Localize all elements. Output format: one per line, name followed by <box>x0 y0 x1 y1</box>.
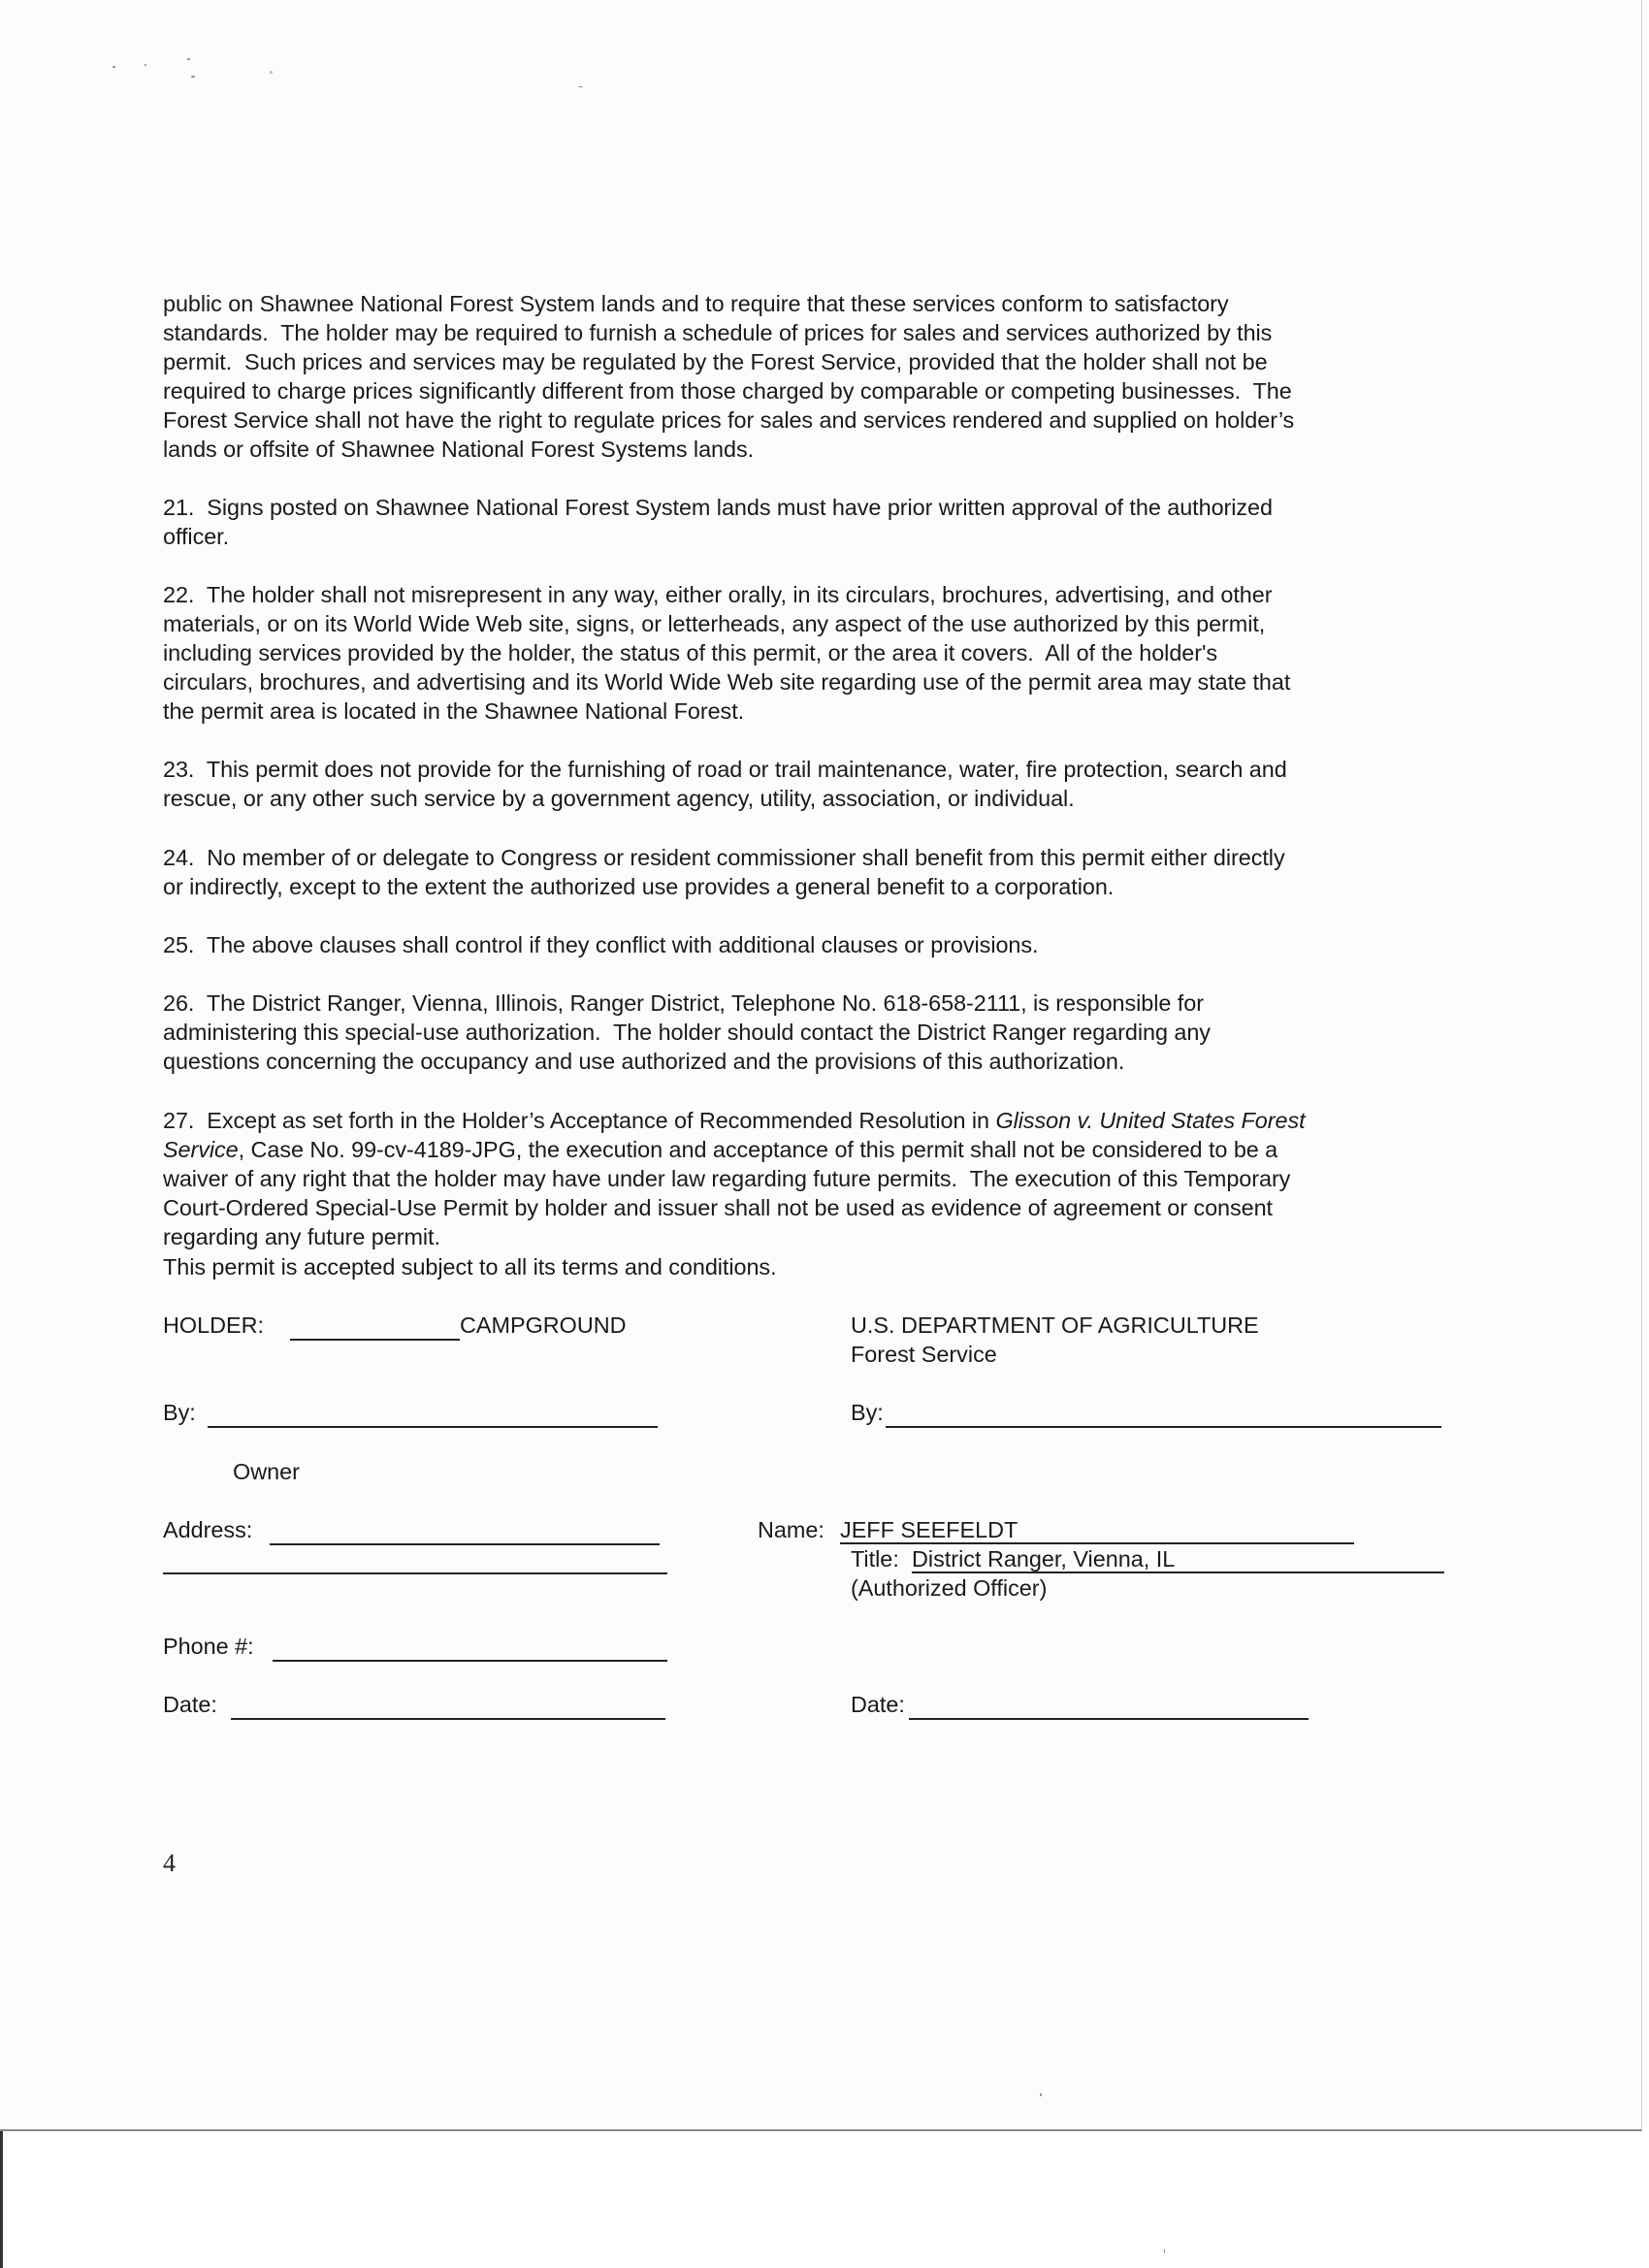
holder-date-label: Date: <box>163 1692 217 1717</box>
text-line: Forest Service shall not have the right to regulate prices for sales and services rendered and supplied on holder’s <box>163 407 1295 433</box>
service-name: Forest Service <box>851 1342 997 1367</box>
department-name: U.S. DEPARTMENT OF AGRICULTURE <box>851 1312 1259 1338</box>
agency-by-label: By: <box>851 1400 884 1425</box>
agency-signature-line[interactable] <box>886 1426 1441 1428</box>
scan-speck <box>191 76 195 78</box>
text-line <box>163 1106 1306 1135</box>
text-line: 23. This permit does not provide for the furnishing of road or trail maintenance, water, fire protection, search and <box>163 757 1287 782</box>
address-label: Address: <box>163 1517 253 1542</box>
text-line: 25. The above clauses shall control if they conflict with additional clauses or provisions. <box>163 932 1039 957</box>
owner-label: Owner <box>233 1459 300 1484</box>
holder-name-field[interactable] <box>290 1339 460 1341</box>
text-line: the permit area is located in the Shawnee National Forest. <box>163 698 745 724</box>
text-line: waiver of any right that the holder may have under law regarding future permits. The execution of this Temporary <box>163 1166 1291 1191</box>
case-name-italic: Service <box>163 1137 239 1162</box>
scanner-edge-shadow <box>0 2131 3 2268</box>
holder-by-label: By: <box>163 1400 196 1425</box>
phone-line[interactable] <box>273 1660 667 1662</box>
agency-date-line[interactable] <box>909 1718 1309 1720</box>
agency-date-label: Date: <box>851 1692 905 1717</box>
title-label: Title: <box>851 1546 899 1571</box>
text-line: including services provided by the holder, the status of this permit, or the area it covers. All of the holder's <box>163 640 1218 665</box>
text-line: public on Shawnee National Forest System lands and to require that these services conform to satisfactory <box>163 291 1229 316</box>
officer-title: District Ranger, Vienna, IL <box>912 1546 1176 1571</box>
address-line-1[interactable] <box>270 1543 660 1545</box>
holder-date-line[interactable] <box>231 1718 665 1720</box>
phone-label: Phone #: <box>163 1634 254 1659</box>
text-line: rescue, or any other such service by a government agency, utility, association, or individual. <box>163 786 1075 811</box>
address-line-2[interactable] <box>163 1572 667 1574</box>
text-line: materials, or on its World Wide Web site, signs, or letterheads, any aspect of the use authorized by this permit, <box>163 611 1266 636</box>
scan-speck <box>1040 2093 1042 2096</box>
case-name-italic: Glisson v. United States Forest <box>995 1108 1306 1133</box>
scanner-background <box>0 2131 1649 2268</box>
text-line: administering this special-use authorization. The holder should contact the District Ranger regarding any <box>163 1020 1211 1045</box>
text-line: lands or offsite of Shawnee National Forest Systems lands. <box>163 437 755 462</box>
text-run: 27. Except as set forth in the Holder’s Acceptance of Recommended Resolution in <box>163 1108 996 1133</box>
holder-signature-line[interactable] <box>208 1426 658 1428</box>
scan-speck <box>145 64 146 66</box>
scan-speck <box>187 58 190 60</box>
officer-name: JEFF SEEFELDT <box>840 1517 1018 1542</box>
text-line: 24. No member of or delegate to Congress or resident commissioner shall benefit from this permit either directly <box>163 845 1285 870</box>
text-line: or indirectly, except to the extent the authorized use provides a general benefit to a corporation. <box>163 874 1115 899</box>
name-label: Name: <box>758 1517 824 1542</box>
scan-speck <box>578 86 583 87</box>
scan-speck <box>113 66 115 68</box>
page-number: 4 <box>163 1849 176 1877</box>
text-line: standards. The holder may be required to furnish a schedule of prices for sales and services authorized by this <box>163 320 1273 345</box>
text-run: , Case No. 99-cv-4189-JPG, the execution and acceptance of this permit shall not be considered to be a <box>238 1137 1278 1162</box>
acceptance-statement: This permit is accepted subject to all its terms and conditions. <box>163 1254 777 1280</box>
officer-role: (Authorized Officer) <box>851 1575 1048 1601</box>
holder-name-suffix: CAMPGROUND <box>460 1312 627 1338</box>
text-line: circulars, brochures, and advertising and its World Wide Web site regarding use of the permit area may state that <box>163 669 1291 695</box>
text-line: permit. Such prices and services may be regulated by the Forest Service, provided that the holder shall not be <box>163 349 1268 374</box>
scan-speck <box>270 71 273 74</box>
scan-speck <box>1164 2249 1165 2253</box>
text-line: required to charge prices significantly different from those charged by comparable or competing businesses. The <box>163 378 1292 404</box>
text-line <box>163 1135 1306 1164</box>
text-line: 21. Signs posted on Shawnee National Forest System lands must have prior written approval of the authorized <box>163 495 1273 520</box>
text-line: Court-Ordered Special-Use Permit by holder and issuer shall not be used as evidence of agreement or consent <box>163 1195 1274 1220</box>
text-line: officer. <box>163 524 230 549</box>
text-line: questions concerning the occupancy and use authorized and the provisions of this authorization. <box>163 1049 1125 1074</box>
holder-label: HOLDER: <box>163 1312 264 1338</box>
text-line: 22. The holder shall not misrepresent in any way, either orally, in its circulars, brochures, advertising, and other <box>163 582 1273 607</box>
text-line: regarding any future permit. <box>163 1224 440 1249</box>
text-line: 26. The District Ranger, Vienna, Illinois, Ranger District, Telephone No. 618-658-2111, is responsible for <box>163 990 1204 1016</box>
